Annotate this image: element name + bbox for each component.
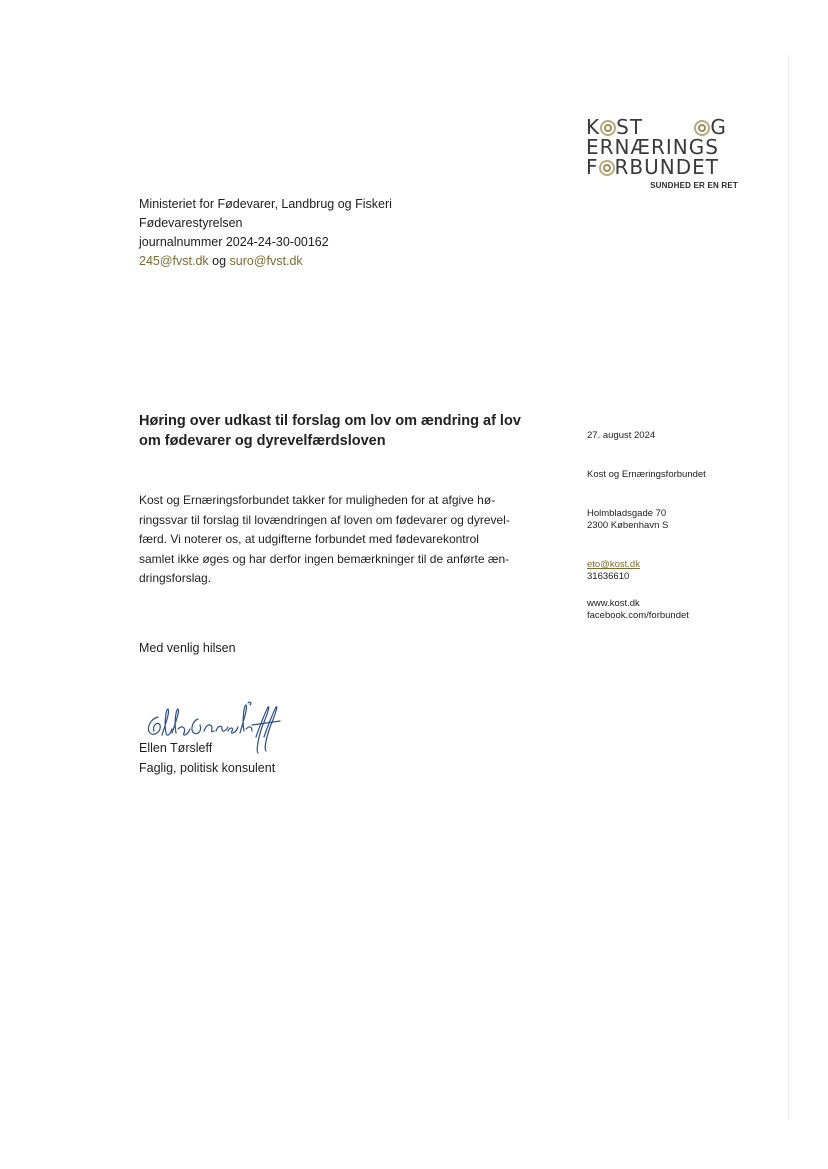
signer-name: Ellen Tørsleff (139, 741, 213, 755)
logo-letter-k: K (586, 115, 601, 139)
recipient-email-link-1[interactable]: 245@fvst.dk (139, 254, 209, 268)
sidebar-date: 27. august 2024 (587, 430, 656, 441)
sidebar-organization: Kost og Ernæringsforbundet (587, 469, 706, 480)
recipient-ministry: Ministeriet for Fødevarer, Landbrug og Fiskeri (139, 197, 392, 211)
logo-line-3 (586, 156, 719, 178)
letter-body (139, 491, 539, 589)
sidebar-address (587, 508, 668, 532)
logo-letter-g: G (710, 115, 727, 139)
body-line: Kost og Ernæringsforbundet takker for muligheden for at afgive hø- (139, 493, 496, 507)
logo-letters-rbundet: RBUNDET (614, 155, 719, 179)
heading-line-1: Høring over udkast til forslag om lov om ændring af lov (139, 413, 521, 429)
body-line: dringsforslag. (139, 571, 212, 585)
logo-letter-f: F (586, 155, 599, 179)
recipient-block (139, 195, 392, 271)
logo-tagline: SUNDHED ER EN RET (650, 181, 738, 190)
recipient-emails (139, 252, 392, 271)
scan-edge-line (788, 55, 789, 1120)
recipient-email-link-2[interactable]: suro@fvst.dk (229, 254, 303, 268)
sidebar-website[interactable]: www.kost.dk (587, 598, 640, 609)
sidebar-address-city: 2300 København S (587, 520, 669, 531)
logo-ring-o2 (694, 120, 710, 136)
organization-logo (586, 116, 746, 196)
heading-line-2: om fødevarer og dyrevelfærdsloven (139, 433, 386, 449)
closing-salutation: Med venlig hilsen (139, 641, 236, 655)
signer-block (139, 738, 275, 778)
body-line: ringssvar til forslag til lovændringen af loven om fødevarer og dyrevel- (139, 512, 510, 527)
logo-ring-o3 (599, 160, 615, 176)
body-line: samlet ikke øges og har derfor ingen bemærkninger til de anførte æn- (139, 551, 510, 566)
body-line: færd. Vi noterer os, at udgifterne forbundet med fødevarekontrol (139, 532, 479, 546)
logo-letters-st: ST (616, 115, 644, 139)
sidebar-facebook[interactable]: facebook.com/forbundet (587, 610, 689, 621)
recipient-journal-number: journalnummer 2024-24-30-00162 (139, 235, 329, 249)
sidebar-contact (587, 559, 640, 583)
logo-line-2: ERNÆRINGS (586, 135, 719, 159)
sidebar-web (587, 598, 689, 622)
recipient-email-connector: og (208, 254, 230, 268)
letter-heading (139, 411, 549, 451)
sidebar-email-link[interactable]: eto@kost.dk (587, 559, 640, 570)
recipient-agency: Fødevarestyrelsen (139, 216, 243, 230)
sidebar-phone: 31636610 (587, 571, 630, 582)
sidebar-address-street: Holmbladsgade 70 (587, 508, 667, 519)
logo-ring-o1 (600, 120, 616, 136)
signer-title: Faglig, politisk konsulent (139, 761, 276, 775)
